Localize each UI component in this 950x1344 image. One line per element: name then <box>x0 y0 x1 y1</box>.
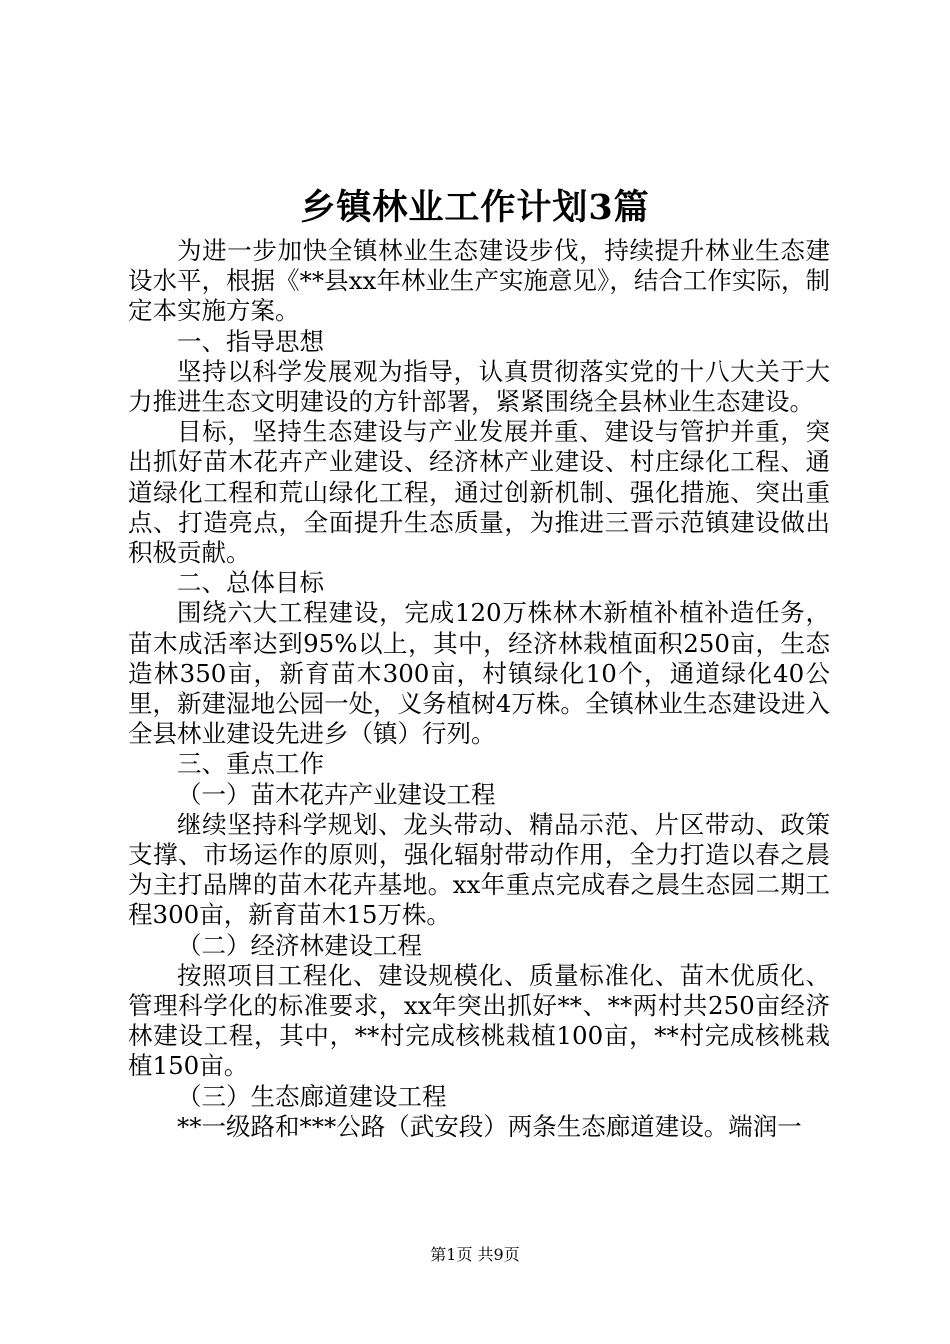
paragraph-nursery: 继续坚持科学规划、龙头带动、精品示范、片区带动、政策支撑、市场运作的原则，强化辐射带动作用，全力打造以春之晨为主打品牌的苗木花卉基地。xx年重点完成春之晨生态园二期工程300亩，新育苗木15万株。 <box>128 809 830 930</box>
paragraph-overall-targets: 围绕六大工程建设，完成120万株林木新植补植补造任务，苗木成活率达到95%以上，其中，经济林栽植面积250亩，生态造林350亩，新育苗木300亩，村镇绿化10个，通道绿化40公里，新建湿地公园一处，义务植树4万株。全镇林业生态建设进入全县林业建设先进乡（镇）行列。 <box>128 598 830 749</box>
section-heading-key-work: 三、重点工作 <box>177 749 324 779</box>
paragraph-eco-corridor: **一级路和***公路（武安段）两条生态廊道建设。端润一 <box>177 1111 802 1141</box>
subsection-heading-economic-forest: （二）经济林建设工程 <box>177 930 422 960</box>
subsection-heading-nursery: （一）苗木花卉产业建设工程 <box>177 779 496 809</box>
paragraph-intro: 为进一步加快全镇林业生态建设步伐，持续提升林业生态建设水平，根据《**县xx年林业生产实施意见》，结合工作实际，制定本实施方案。 <box>128 236 830 326</box>
document-title: 乡镇林业工作计划3篇 <box>300 187 650 228</box>
paragraph-economic-forest: 按照项目工程化、建设规模化、质量标准化、苗木优质化、管理科学化的标准要求，xx年突出抓好**、**两村共250亩经济林建设工程，其中，**村完成核桃栽植100亩，**村完成核桃栽植150亩。 <box>128 960 830 1081</box>
paragraph-guiding-ideology: 坚持以科学发展观为指导，认真贯彻落实党的十八大关于大力推进生态文明建设的方针部署，紧紧围绕全县林业生态建设。 <box>128 356 830 417</box>
document-body <box>128 236 830 1142</box>
section-heading-overall-targets: 二、总体目标 <box>177 568 324 598</box>
page-number-footer: 第1页 共9页 <box>430 1245 520 1264</box>
section-heading-guiding-ideology: 一、指导思想 <box>177 326 324 356</box>
paragraph-goals: 目标，坚持生态建设与产业发展并重、建设与管护并重，突出抓好苗木花卉产业建设、经济林产业建设、村庄绿化工程、通道绿化工程和荒山绿化工程，通过创新机制、强化措施、突出重点、打造亮点，全面提升生态质量，为推进三晋示范镇建设做出积极贡献。 <box>128 417 830 568</box>
subsection-heading-eco-corridor: （三）生态廊道建设工程 <box>177 1081 447 1111</box>
